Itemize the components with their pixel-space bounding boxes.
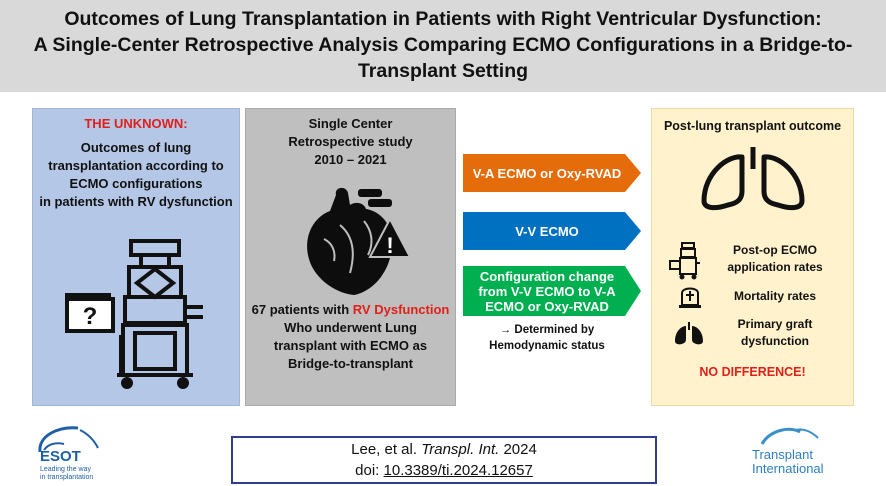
arrow-change-line-2: from V-V ECMO to V-A [478,283,616,299]
transplant-international-logo [752,424,862,484]
warning-symbol: ! [386,233,394,258]
doi-link[interactable]: 10.3389/ti.2024.12657 [383,462,533,479]
lungs-icon [698,143,808,213]
ti-line-1: Transplant [752,447,813,462]
outcome-item-3-line-2: dysfunction [741,334,809,348]
note-line-1: → Determined by [499,324,595,336]
outcome-item-3-line-1: Primary graft [737,317,813,331]
title-line-2: A Single-Center Retrospective Analysis Comparing ECMO Configurations in a Bridge-to- [33,34,853,56]
study-line-6: transplant with ECMO as [273,338,428,353]
arrow-change-line-3: ECMO or Oxy-RVAD [485,298,609,314]
title-line-3: Transplant Setting [357,60,529,82]
study-line-5: Who underwent Lung [284,320,417,335]
reference-box [231,436,657,484]
tombstone-icon [678,283,702,309]
study-line-3: 2010 – 2021 [314,152,387,167]
outcome-item-1-line-2: application rates [727,260,823,274]
question-mark: ? [82,303,98,330]
warning-icon [368,217,412,259]
esot-tagline-2: in transplantation [40,474,94,481]
ti-hands-icon [760,424,820,448]
rv-dysfunction-highlight: RV Dysfunction [352,302,450,317]
unknown-text-line-3: ECMO configurations [69,176,203,191]
arrow-change-line-1: Configuration change [479,268,615,284]
note-line-2: Hemodynamic status [489,340,605,352]
study-line-1: Single Center [308,116,393,131]
outcome-heading: Post-lung transplant outcome [663,119,842,133]
study-patients-line [246,301,455,319]
ecmo-machine-icon [61,235,211,395]
unknown-text-line-4: in patients with RV dysfunction [39,194,233,209]
study-line-7: Bridge-to-transplant [288,356,413,371]
reference-authors: Lee, et al. [351,441,422,458]
conclusion-text: NO DIFFERENCE! [699,365,806,379]
arrow-change-label [463,264,631,318]
unknown-heading: THE UNKNOWN: [84,116,188,131]
outcome-panel [651,108,854,406]
doi-prefix: doi: [355,462,384,479]
arrow-vv-label: V-V ECMO [515,223,579,239]
title-banner [0,0,886,92]
study-line-2: Retrospective study [288,134,413,149]
hemodynamic-note [463,322,631,354]
reference-year: 2024 [499,441,537,458]
ecmo-small-icon [668,241,702,281]
arrow-va-label: V-A ECMO or Oxy-RVAD [472,165,622,181]
unknown-text-line-1: Outcomes of lung [80,140,192,155]
esot-tagline-1: Leading the way [40,466,91,473]
reference-journal: Transpl. Int. [421,441,500,458]
unknown-panel [32,108,240,406]
unknown-text-line-2: transplantation according to [48,158,224,173]
study-panel [245,108,456,406]
arrow-configuration-change [463,264,643,318]
title-line-1: Outcomes of Lung Transplantation in Patients with Right Ventricular Dysfunction: [64,8,822,30]
patients-count: 67 patients with [251,302,353,317]
arrow-vv-ecmo [463,210,643,252]
arrow-va-ecmo [463,152,643,194]
esot-name: ESOT [40,448,81,465]
esot-logo [34,422,154,484]
ti-line-2: International [752,461,824,476]
outcome-item-2: Mortality rates [733,289,817,303]
outcome-item-1-line-1: Post-op ECMO [733,243,817,257]
